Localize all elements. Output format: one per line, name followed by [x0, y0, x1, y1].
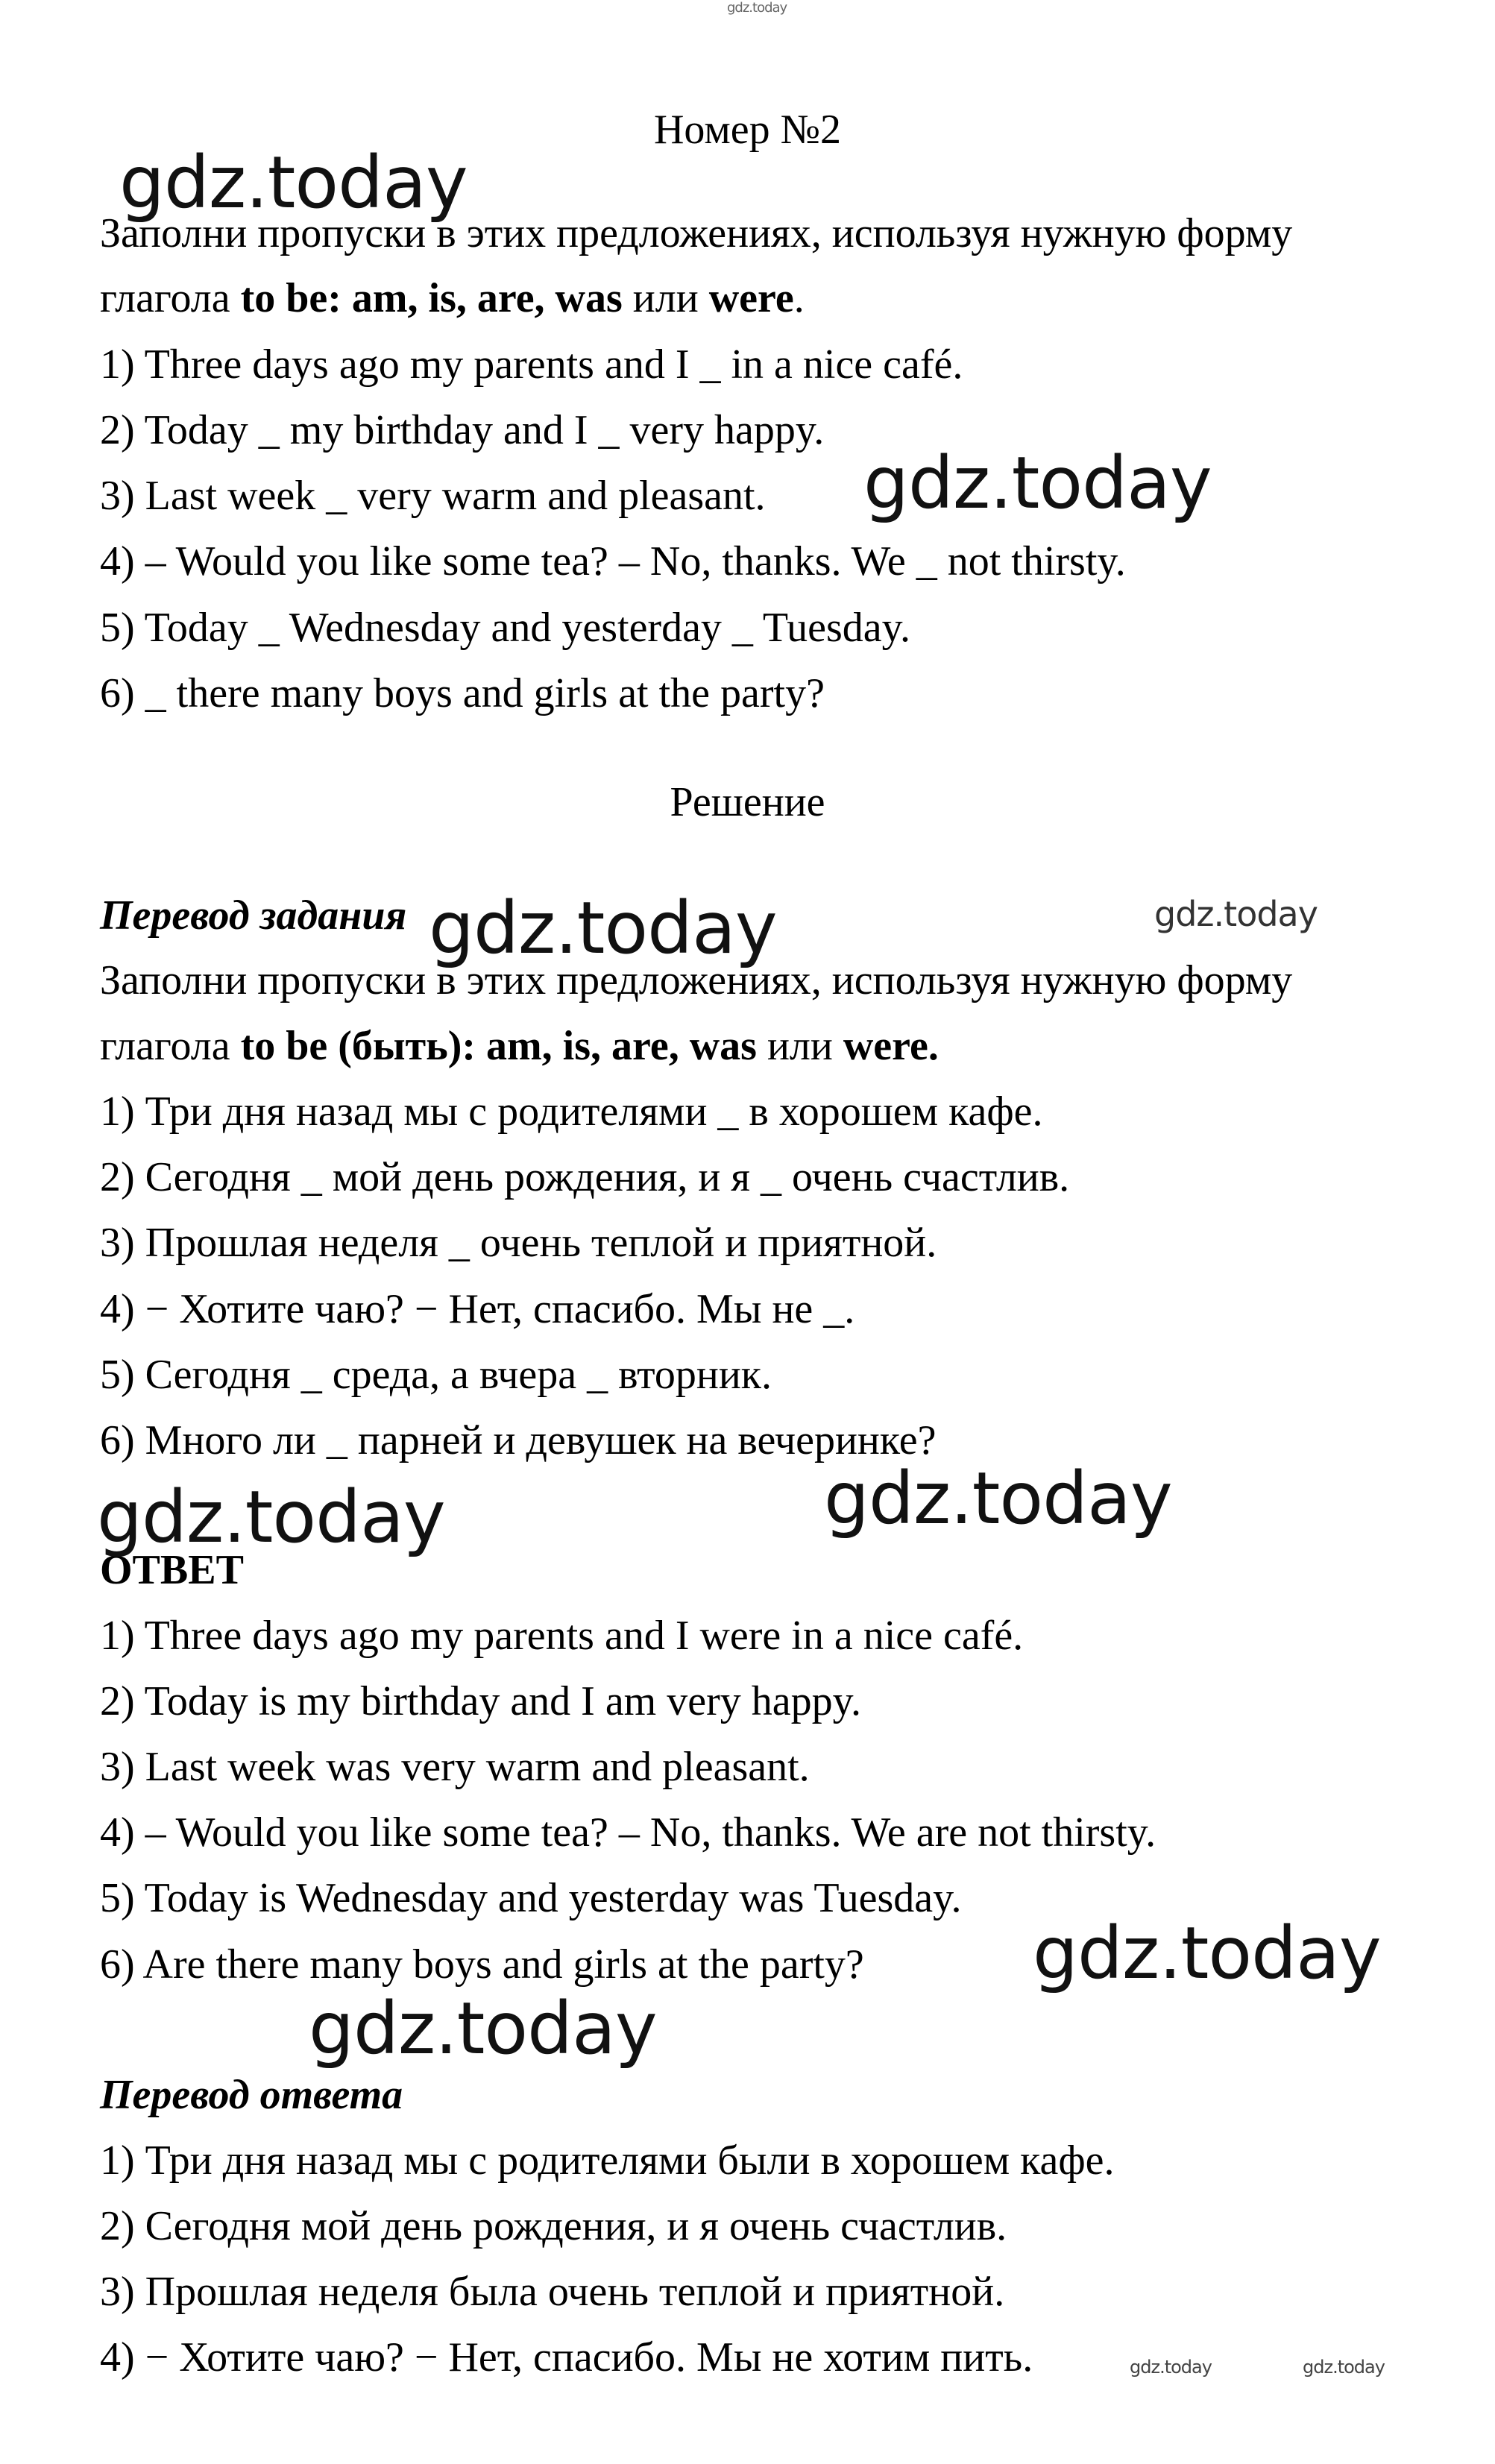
task-item: 4) – Would you like some tea? – No, thanks. We _ not thirsty. [100, 538, 1126, 585]
answer-translation-item: 4) − Хотите чаю? − Нет, спасибо. Мы не хотим пить. [100, 2334, 1033, 2380]
task-title: Номер №2 [653, 107, 842, 153]
answer-item: 5) Today is Wednesday and yesterday was Tuesday. [100, 1875, 962, 1921]
watermark: gdz.today [429, 886, 777, 970]
answer-translation-item: 2) Сегодня мой день рождения, и я очень счастлив. [100, 2203, 1007, 2249]
translation-item: 6) Много ли _ парней и девушек на вечеринке? [100, 1417, 937, 1463]
translation-item: 5) Сегодня _ среда, а вчера _ вторник. [100, 1352, 772, 1398]
instruction-were: were [708, 275, 794, 321]
answer-item: 2) Today is my birthday and I am very happy. [100, 1678, 861, 1724]
instruction-verb-forms: to be: am, is, are, was [240, 275, 623, 321]
translation-item: 4) − Хотите чаю? − Нет, спасибо. Мы не _. [100, 1286, 855, 1332]
answer-item: 3) Last week was very warm and pleasant. [100, 1744, 810, 1790]
task-item: 3) Last week _ very warm and pleasant. [100, 473, 766, 519]
instruction-prefix: глагола [100, 275, 241, 321]
watermark: gdz.today [309, 1987, 657, 2070]
watermark: gdz.today [1154, 894, 1318, 934]
translation-verb-forms: to be (быть): am, is, are, was [240, 1023, 757, 1069]
task-translation-heading: Перевод задания [100, 892, 407, 939]
translation-instruction-were: were. [843, 1023, 939, 1069]
translation-item: 3) Прошлая неделя _ очень теплой и приятной. [100, 1220, 937, 1266]
instruction-or: или [622, 275, 709, 321]
task-item: 5) Today _ Wednesday and yesterday _ Tuesday. [100, 605, 911, 651]
answer-item: 6) Are there many boys and girls at the party? [100, 1941, 864, 1988]
watermark: gdz.today [824, 1457, 1172, 1540]
watermark: gdz.today [119, 141, 468, 224]
watermark: gdz.today [1303, 2357, 1385, 2378]
task-instruction-line2 [100, 270, 805, 327]
solution-heading: Решение [670, 779, 825, 825]
task-item: 6) _ there many boys and girls at the party? [100, 670, 825, 716]
task-item: 1) Three days ago my parents and I _ in a nice café. [100, 341, 963, 388]
header-watermark: gdz.today [727, 0, 787, 16]
translation-instruction-prefix: глагола [100, 1023, 241, 1069]
watermark: gdz.today [97, 1475, 445, 1559]
answer-item: 4) – Would you like some tea? – No, thanks. We are not thirsty. [100, 1809, 1156, 1856]
watermark: gdz.today [863, 441, 1212, 525]
instruction-dot: . [793, 275, 805, 321]
translation-instruction-line2 [100, 1018, 939, 1074]
translation-instruction-or: или [756, 1023, 843, 1069]
answer-translation-heading: Перевод ответа [100, 2072, 403, 2118]
watermark: gdz.today [1130, 2357, 1212, 2378]
translation-item: 2) Сегодня _ мой день рождения, и я _ очень счастлив. [100, 1154, 1070, 1200]
watermark: gdz.today [1033, 1912, 1381, 1995]
answer-translation-item: 1) Три дня назад мы с родителями были в хорошем кафе. [100, 2137, 1115, 2184]
answer-translation-item: 3) Прошлая неделя была очень теплой и приятной. [100, 2269, 1005, 2315]
translation-item: 1) Три дня назад мы с родителями _ в хорошем кафе. [100, 1088, 1043, 1135]
answer-heading: ОТВЕТ [100, 1547, 244, 1593]
answer-item: 1) Three days ago my parents and I were in a nice café. [100, 1613, 1024, 1659]
task-item: 2) Today _ my birthday and I _ very happy. [100, 407, 825, 453]
translation-instruction-line1: Заполни пропуски в этих предложениях, используя нужную форму [100, 957, 1293, 1003]
task-instruction-line1: Заполни пропуски в этих предложениях, используя нужную форму [100, 210, 1293, 256]
